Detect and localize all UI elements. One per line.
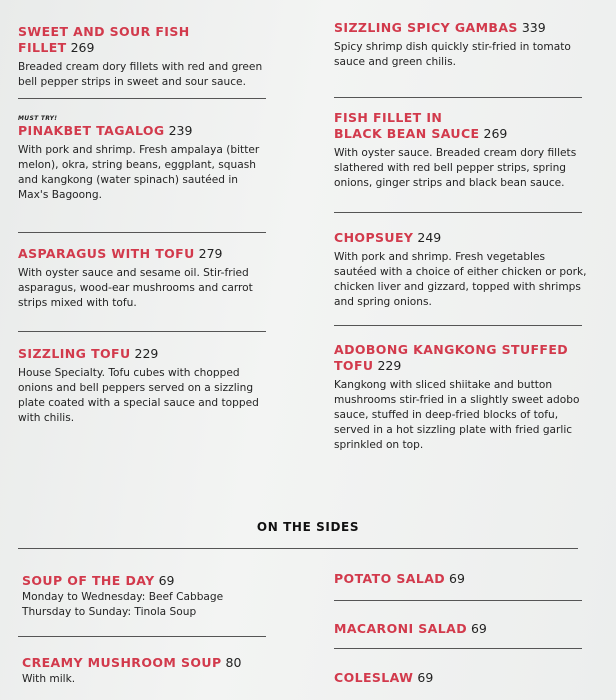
item-name: SWEET AND SOUR FISH FILLET: [18, 24, 190, 55]
item-title: [334, 571, 584, 587]
item-price: 279: [198, 246, 223, 261]
item-description-line2: Thursday to Sunday: Tinola Soup: [22, 606, 197, 618]
divider: [334, 648, 582, 649]
divider: [18, 636, 266, 637]
menu-item: [334, 110, 590, 191]
menu-item: [334, 342, 590, 453]
item-title: [22, 655, 282, 671]
menu-item: [18, 246, 268, 311]
item-price: 269: [70, 40, 95, 55]
item-price: 269: [483, 126, 508, 141]
item-description: Spicy shrimp dish quickly stir-fried in tomato sauce and green chilis.: [334, 41, 571, 68]
menu-item: [18, 346, 268, 426]
side-item: [334, 571, 584, 587]
item-title-line1: ADOBONG KANGKONG STUFFED: [334, 342, 569, 357]
item-title-line1: FISH FILLET IN: [334, 110, 443, 125]
item-price: 229: [134, 346, 159, 361]
item-name: CHOPSUEY: [334, 230, 414, 245]
must-try-tag: MUST TRY!: [18, 115, 58, 122]
item-name: TOFU: [334, 358, 374, 373]
item-description: Breaded cream dory fillets with red and green bell pepper strips in sweet and sour sauce.: [18, 61, 263, 88]
item-name: SIZZLING TOFU: [18, 346, 131, 361]
item-price: 249: [417, 230, 442, 245]
item-description: With milk.: [22, 673, 76, 685]
item-description: With pork and shrimp. Fresh vegetables sautéed with a choice of either chicken or pork, chicken liver and gizzard, topped with shrimps and spring onions.: [334, 251, 587, 308]
item-description: With pork and shrimp. Fresh ampalaya (bitter melon), okra, string beans, eggplant, squash and kangkong (water spinach) sautéed in Max's Bagoong.: [18, 144, 260, 201]
side-item: [22, 573, 272, 620]
item-title: [334, 670, 584, 686]
side-item: [22, 655, 282, 687]
item-price: 69: [470, 621, 487, 636]
item-title: [18, 346, 268, 362]
item-name: CREAMY MUSHROOM SOUP: [22, 655, 222, 670]
divider: [18, 331, 266, 332]
divider: [334, 600, 582, 601]
item-description: House Specialty. Tofu cubes with chopped onions and bell peppers served on a sizzling plate coated with a special sauce and topped with chilis.: [18, 367, 259, 424]
item-name: MACARONI SALAD: [334, 621, 467, 636]
item-description-line1: Monday to Wednesday: Beef Cabbage: [22, 591, 224, 603]
item-price: 229: [377, 358, 402, 373]
divider: [334, 325, 582, 326]
item-title: [334, 358, 590, 374]
item-name: ASPARAGUS WITH TOFU: [18, 246, 195, 261]
menu-item: [334, 20, 590, 70]
side-item: [334, 621, 584, 637]
menu-item: [18, 115, 268, 203]
item-title: [334, 126, 590, 142]
item-description: With oyster sauce. Breaded cream dory fillets slathered with red bell pepper strips, spring onions, ginger strips and black bean sauce.: [334, 147, 577, 189]
item-description: With oyster sauce and sesame oil. Stir-fried asparagus, wood-ear mushrooms and carrot strips mixed with tofu.: [18, 267, 253, 309]
item-price: 69: [417, 670, 434, 685]
item-price: 339: [521, 20, 546, 35]
divider: [334, 212, 582, 213]
item-title: [22, 573, 272, 589]
divider: [18, 232, 266, 233]
item-title: [334, 621, 584, 637]
divider: [18, 548, 578, 549]
item-name: BLACK BEAN SAUCE: [334, 126, 480, 141]
item-title: [18, 123, 268, 139]
item-price: 80: [225, 655, 242, 670]
item-price: 69: [449, 571, 465, 586]
item-description: Kangkong with sliced shiitake and button mushrooms stir-fried in a slightly sweet adobo sauce, stuffed in deep-fried blocks of tofu, served in a hot sizzling plate with fried garlic sprinkled on top.: [334, 379, 580, 451]
divider: [334, 97, 582, 98]
side-item: [334, 670, 584, 686]
item-title: [334, 230, 590, 246]
menu-item: [18, 24, 268, 90]
item-name: PINAKBET TAGALOG: [18, 123, 165, 138]
item-name: SIZZLING SPICY GAMBAS: [334, 20, 518, 35]
section-title: ON THE SIDES: [256, 520, 360, 534]
item-name: POTATO SALAD: [334, 571, 446, 586]
item-name: SOUP OF THE DAY: [22, 573, 155, 588]
menu-item: [334, 230, 590, 310]
item-name: COLESLAW: [334, 670, 414, 685]
item-title: [334, 20, 590, 36]
item-price: 69: [158, 573, 175, 588]
item-title: [18, 24, 268, 56]
item-title: [18, 246, 268, 262]
divider: [18, 98, 266, 99]
item-price: 239: [168, 123, 193, 138]
